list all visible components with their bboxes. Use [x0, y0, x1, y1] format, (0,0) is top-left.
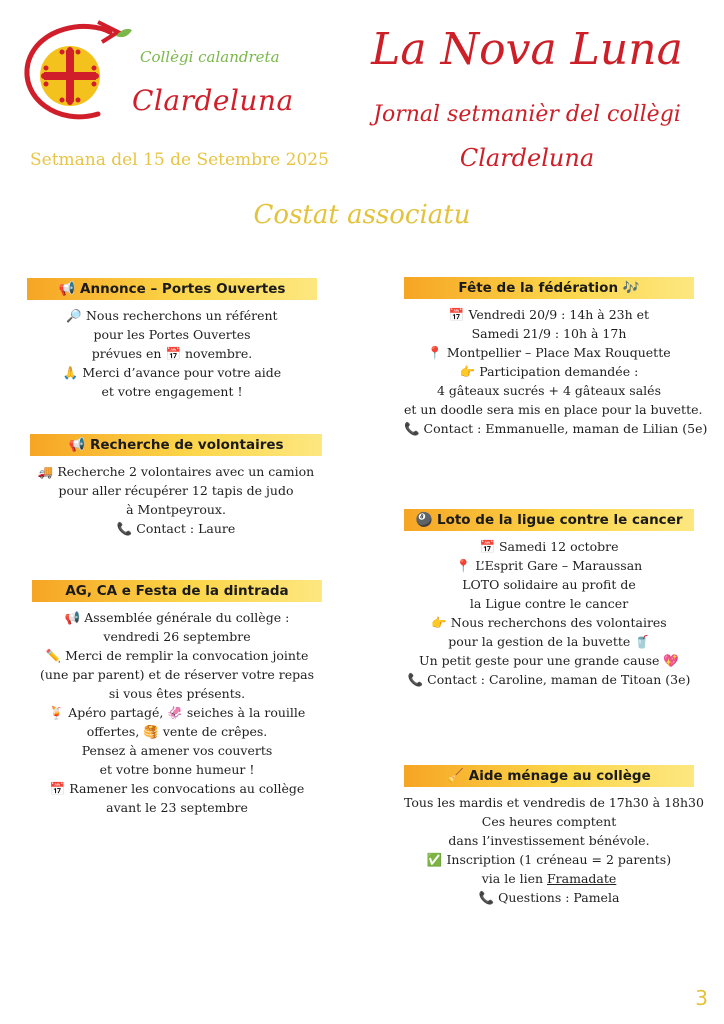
card-ag-ca-festa: [32, 580, 322, 817]
logo-name: Clardeluna: [132, 84, 294, 117]
card-line: pour les Portes Ouvertes: [93, 327, 251, 342]
card-line: 📞 Contact : Caroline, maman de Titoan (3e): [407, 672, 691, 687]
card-line: 📅 Samedi 12 octobre: [479, 539, 619, 554]
card-portes-ouvertes: [27, 278, 317, 401]
card-body: [32, 608, 322, 817]
card-line: prévues en 📅 novembre.: [91, 346, 253, 361]
card-line: Ces heures comptent: [481, 814, 617, 829]
card-line: dans l’investissement bénévole.: [448, 833, 650, 848]
card-line: pour aller récupérer 12 tapis de judo: [58, 483, 294, 498]
card-line: 📞 Contact : Laure: [116, 521, 236, 536]
card-line: 📞 Contact : Emmanuelle, maman de Lilian (5e): [404, 421, 708, 436]
card-line: 👉 Participation demandée :: [459, 364, 639, 379]
card-line: 🚚 Recherche 2 volontaires avec un camion: [37, 464, 315, 479]
card-line: vendredi 26 septembre: [103, 629, 251, 644]
card-title: 📢 Annonce – Portes Ouvertes: [27, 278, 317, 300]
card-line: 🙏 Merci d’avance pour votre aide: [62, 365, 282, 380]
newspaper-subtitle-school: Clardeluna: [459, 144, 595, 172]
card-line: 📅 Ramener les convocations au collège: [49, 781, 305, 796]
card-line: à Montpeyroux.: [126, 502, 226, 517]
card-fete-federation: [404, 277, 708, 438]
occitan-cross-logo-icon: [18, 18, 148, 128]
card-line: ✏️ Merci de remplir la convocation jointe: [45, 648, 309, 663]
card-title: 🧹 Aide ménage au collège: [404, 765, 694, 787]
card-line: avant le 23 septembre: [106, 800, 248, 815]
card-line: 👉 Nous recherchons des volontaires: [431, 615, 667, 630]
card-title: AG, CA e Festa de la dintrada: [32, 580, 322, 602]
card-line: offertes, 🥞 vente de crêpes.: [86, 724, 268, 739]
card-title: 🎱 Loto de la ligue contre le cancer: [404, 509, 694, 531]
card-line: si vous êtes présents.: [108, 686, 246, 701]
card-line: 🔎 Nous recherchons un référent: [66, 308, 278, 323]
card-body: [27, 306, 317, 401]
page-number: 3: [695, 986, 708, 1010]
card-line: Tous les mardis et vendredis de 17h30 à 18h30: [404, 795, 704, 810]
card-body: [404, 793, 704, 907]
card-line: 📍 Montpellier – Place Max Rouquette: [427, 345, 671, 360]
newspaper-subtitle: Jornal setmanièr del collègi: [373, 102, 681, 127]
card-line: 📍 L’Esprit Gare – Maraussan: [455, 558, 643, 573]
card-loto-ligue: [404, 509, 694, 689]
card-line: 📞 Questions : Pamela: [478, 890, 620, 905]
section-title: Costat associatu: [253, 200, 471, 230]
card-line: Samedi 21/9 : 10h à 17h: [471, 326, 627, 341]
card-line: LOTO solidaire au profit de: [462, 577, 636, 592]
card-line: 📅 Vendredi 20/9 : 14h à 23h et: [448, 307, 650, 322]
card-recherche-volontaires: [30, 434, 322, 538]
link-prefix: via le lien: [481, 871, 547, 886]
college-logo: [18, 18, 294, 128]
card-line: et un doodle sera mis en place pour la buvette.: [404, 402, 703, 417]
card-line: (une par parent) et de réserver votre repas: [39, 667, 315, 682]
logo-subtitle: Collègi calandreta: [140, 48, 280, 66]
card-line: Pensez à amener vos couverts: [81, 743, 273, 758]
card-line: pour la gestion de la buvette 🥤: [448, 634, 650, 649]
card-line: Un petit geste pour une grande cause 💖: [419, 653, 679, 668]
card-line-link: [404, 869, 694, 888]
week-label: Setmana del 15 de Setembre 2025: [30, 150, 329, 170]
card-title: 📢 Recherche de volontaires: [30, 434, 322, 456]
card-line: et votre bonne humeur !: [99, 762, 255, 777]
card-line: 4 gâteaux sucrés + 4 gâteaux salés: [436, 383, 661, 398]
card-body: [404, 305, 708, 438]
card-body: [30, 462, 322, 538]
card-line: ✅ Inscription (1 créneau = 2 parents): [426, 852, 672, 867]
newspaper-title: La Nova Luna: [371, 24, 683, 75]
card-line: la Ligue contre le cancer: [469, 596, 629, 611]
card-body: [404, 537, 694, 689]
card-title: Fête de la fédération 🎶: [404, 277, 694, 299]
card-line: et votre engagement !: [101, 384, 243, 399]
card-line: 📢 Assemblée générale du collège :: [64, 610, 290, 625]
card-aide-menage: [404, 765, 704, 907]
card-line: 🍹 Apéro partagé, 🦑 seiches à la rouille: [48, 705, 306, 720]
framadate-link[interactable]: Framadate: [547, 871, 617, 886]
